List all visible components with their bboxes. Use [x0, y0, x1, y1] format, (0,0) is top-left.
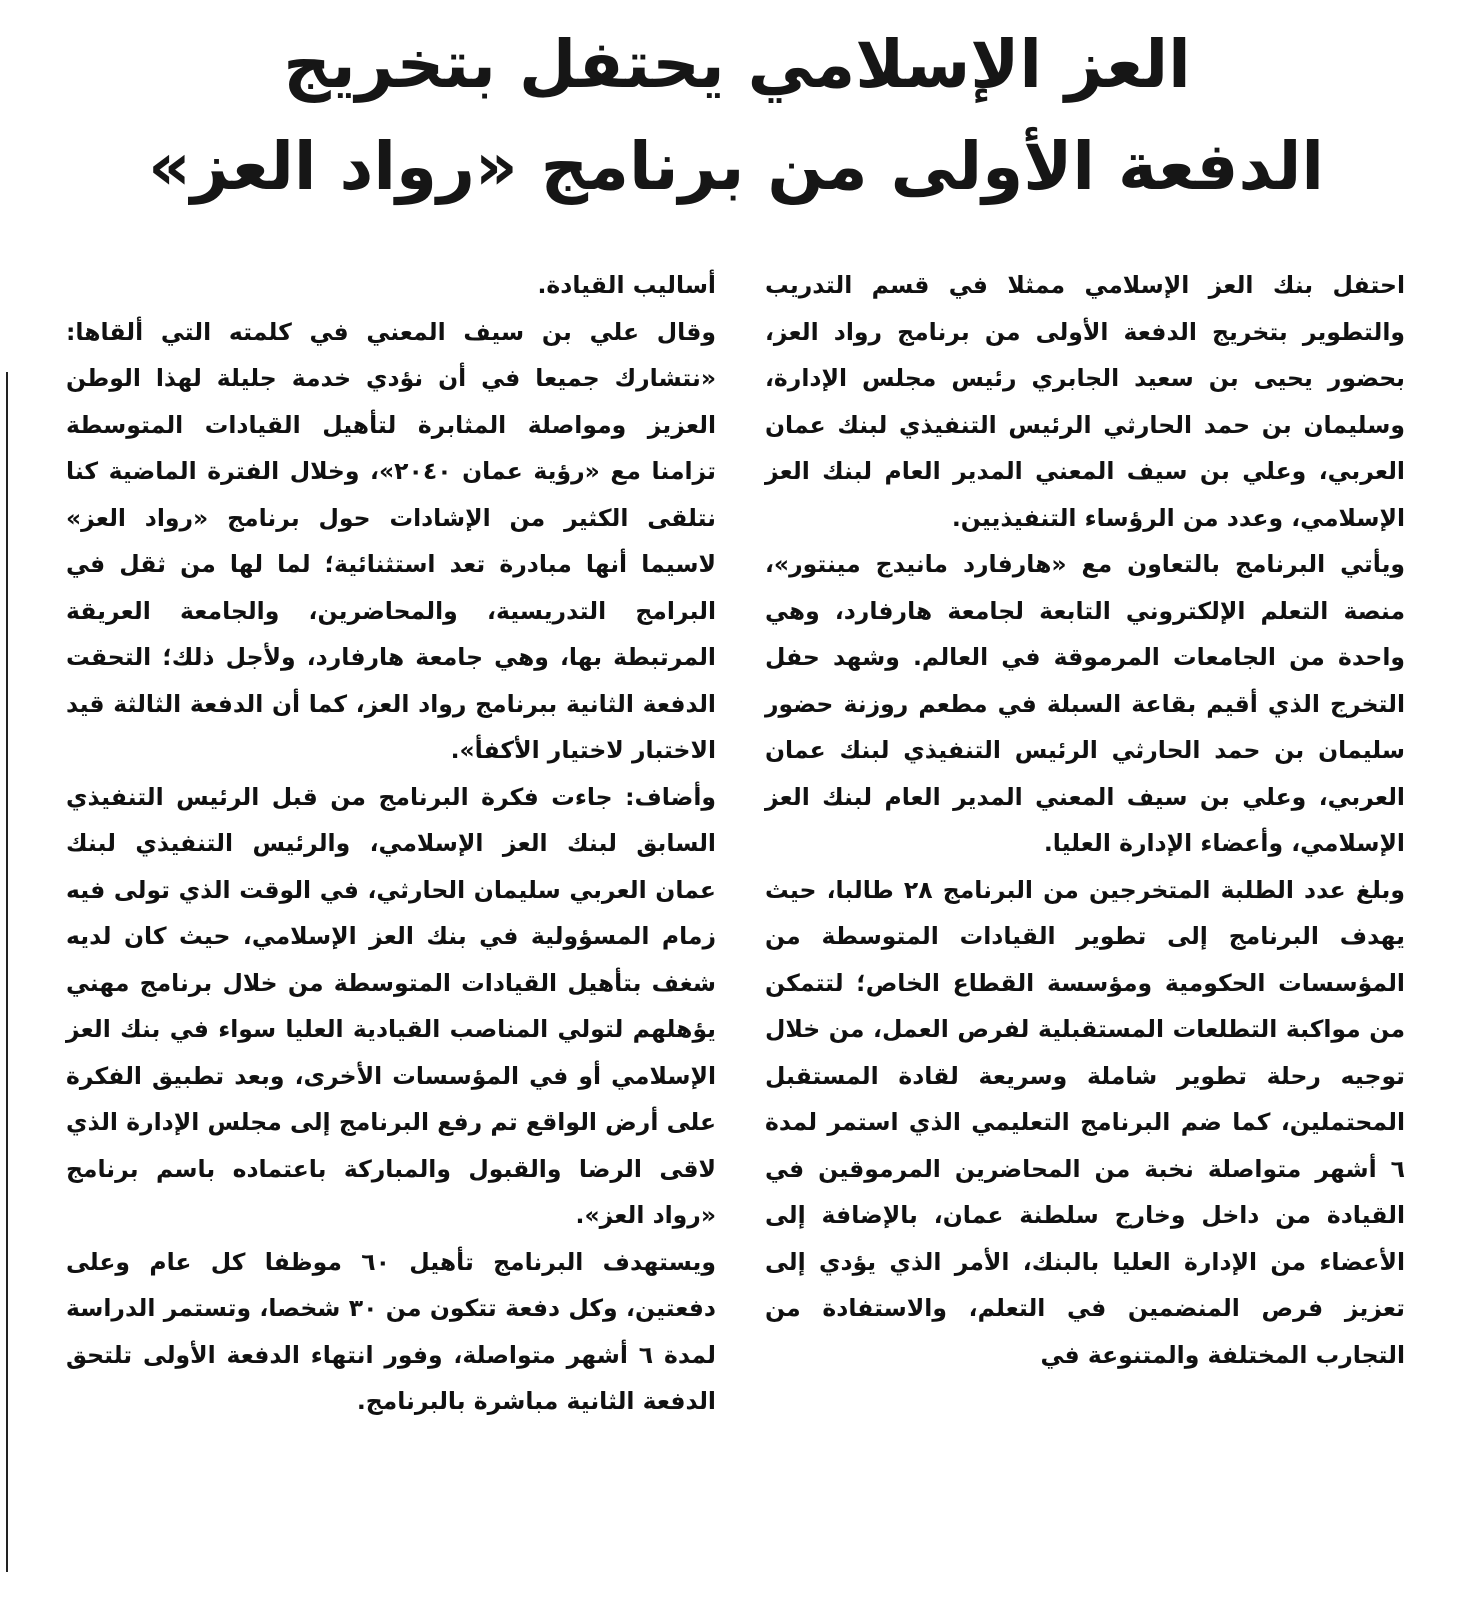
paragraph-program-origin: وأضاف: جاءت فكرة البرنامج من قبل الرئيس التنفيذي السابق لبنك العز الإسلامي، والرئيس التنفيذي لبنك عمان العربي سليمان الحارثي، في الوقت الذي تولى فيه زمام المسؤولية في بنك العز الإسلامي، حيث كان لديه شغف بتأهيل القيادات المتوسطة من خلال برنامج مهني يؤهلهم لتولي المناصب القيادية العليا سواء في بنك العز الإسلامي أو في المؤسسات الأخرى، وبعد تطبيق الفكرة على أرض الواقع تم رفع البرنامج إلى مجلس الإدارة الذي لاقى الرضا والقبول والمباركة باعتماده باسم برنامج «رواد العز». — [66, 782, 716, 1229]
article-headline — [150, 14, 1324, 218]
paragraph-continuation: أساليب القيادة. — [537, 271, 716, 299]
paragraph-program-target: ويستهدف البرنامج تأهيل ٦٠ موظفا كل عام وعلى دفعتين، وكل دفعة تتكون من ٣٠ شخصا، وتستمر الدراسة لمدة ٦ أشهر متواصلة، وفور انتهاء الدفعة الأولى تلتحق الدفعة الثانية مباشرة بالبرنامج. — [66, 1247, 716, 1415]
page-margin-rule — [6, 372, 8, 1572]
headline-line-1: العز الإسلامي يحتفل بتخريج — [283, 26, 1191, 103]
article-column-right — [765, 262, 1405, 1378]
paragraph-quote: وقال علي بن سيف المعني في كلمته التي ألقاها: «نتشارك جميعا في أن نؤدي خدمة جليلة لهذا الوطن العزيز ومواصلة المثابرة لتأهيل القيادات المتوسطة تزامنا مع «رؤية عمان ٢٠٤٠»، وخلال الفترة الماضية كنا نتلقى الكثير من الإشادات حول برنامج «رواد العز» لاسيما أنها مبادرة تعد استثنائية؛ لما لها من ثقل في البرامج التدريسية، والمحاضرين، والجامعة العريقة المرتبطة بها، وهي جامعة هارفارد، ولأجل ذلك؛ التحقت الدفعة الثانية ببرنامج رواد العز، كما أن الدفعة الثالثة قيد الاختبار لاختيار الأكفأ». — [66, 317, 716, 764]
paragraph-opening: احتفل بنك العز الإسلامي ممثلا في قسم التدريب والتطوير بتخريج الدفعة الأولى من برنامج رواد العز، بحضور يحيى بن سعيد الجابري رئيس مجلس الإدارة، وسليمان بن حمد الحارثي الرئيس التنفيذي لبنك عمان العربي، وعلي بن سيف المعني المدير العام لبنك العز الإسلامي، وعدد من الرؤساء التنفيذيين. — [765, 271, 1405, 532]
article-column-left — [66, 262, 716, 1425]
headline-line-2: الدفعة الأولى من برنامج «رواد العز» — [148, 128, 1324, 205]
paragraph-graduates: وبلغ عدد الطلبة المتخرجين من البرنامج ٢٨ طالبا، حيث يهدف البرنامج إلى تطوير القيادات المتوسطة من المؤسسات الحكومية ومؤسسة القطاع الخاص؛ لتتمكن من مواكبة التطلعات المستقبلية لفرص العمل، من خلال توجيه رحلة تطوير شاملة وسريعة لقادة المستقبل المحتملين، كما ضم البرنامج التعليمي الذي استمر لمدة ٦ أشهر متواصلة نخبة من المحاضرين المرموقين في القيادة من داخل وخارج سلطنة عمان، بالإضافة إلى الأعضاء من الإدارة العليا بالبنك، الأمر الذي يؤدي إلى تعزيز فرص المنضمين في التعلم، والاستفادة من التجارب المختلفة والمتنوعة في — [765, 875, 1405, 1369]
paragraph-harvard-partnership: ويأتي البرنامج بالتعاون مع «هارفارد مانيدج مينتور»، منصة التعلم الإلكتروني التابعة لجامعة هارفارد، وهي واحدة من الجامعات المرموقة في العالم. وشهد حفل التخرج الذي أقيم بقاعة السبلة في مطعم روزنة حضور سليمان بن حمد الحارثي الرئيس التنفيذي لبنك عمان العربي، وعلي بن سيف المعني المدير العام لبنك العز الإسلامي، وأعضاء الإدارة العليا. — [765, 550, 1405, 857]
